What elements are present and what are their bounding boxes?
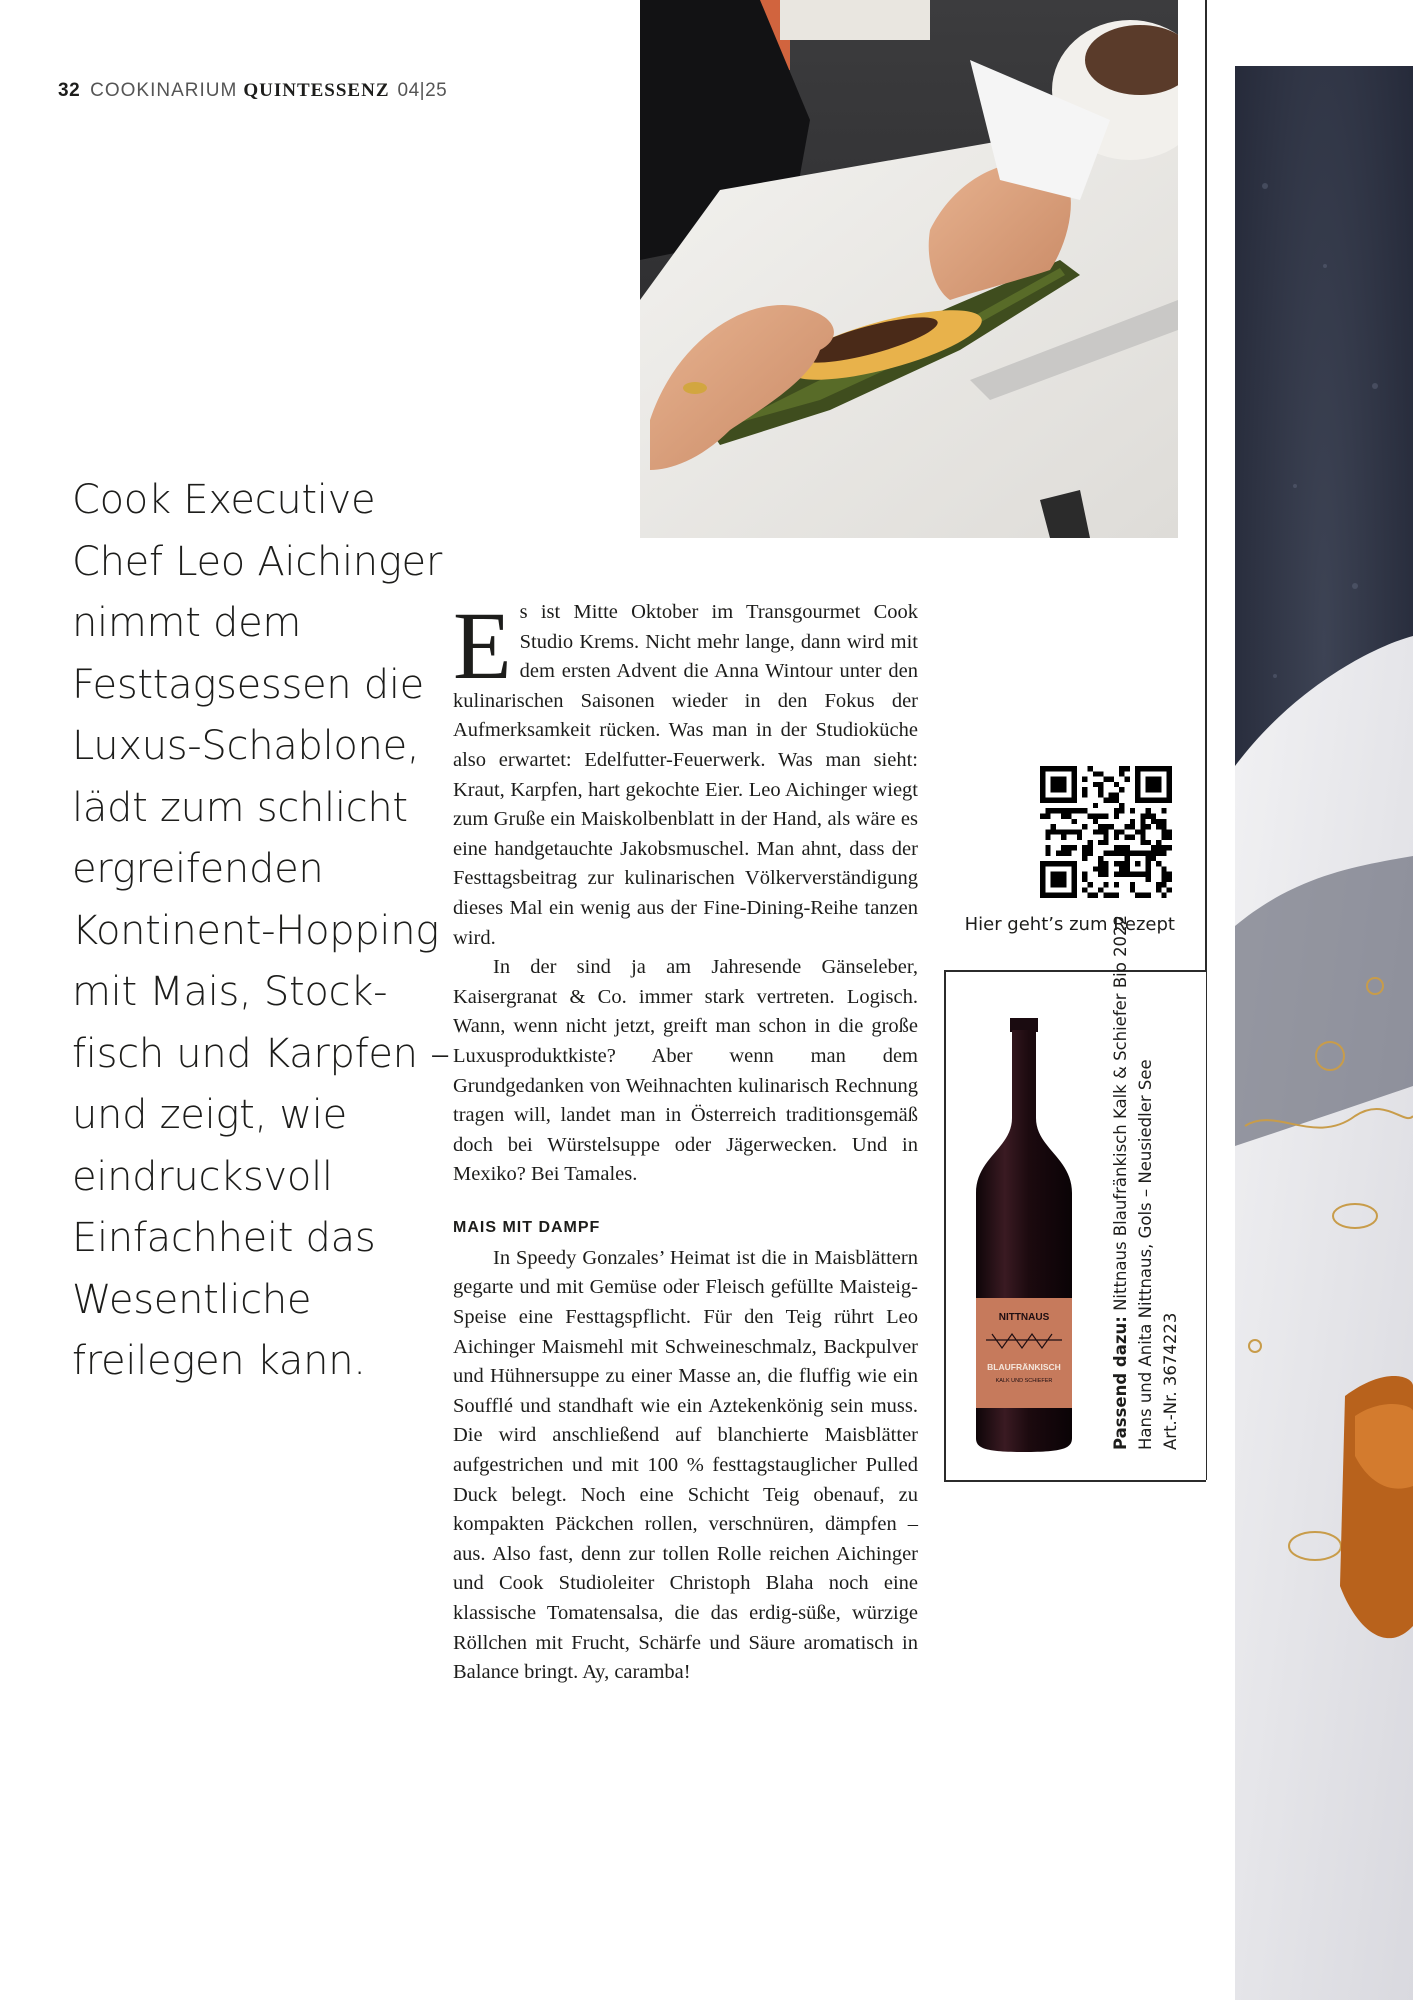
pull-quote-line: Festtagsessen die xyxy=(72,661,424,708)
article-paragraph: In der sind ja am Jahresende Gänseleber, Kaisergranat & Co. immer stark vertreten. Logisch. Wann, wenn nicht jetzt, greift man schon in die große Luxusproduktkiste? Aber wenn man dem Grundgedanken von Weihnachten kulinarisch Rechnung tragen will, landet man in Österreich traditionsgemäß doch bei Würstelsuppe oder Jägerwecken. Und in Mexiko? Bei Tamales. xyxy=(453,956,918,1186)
wine-article-number: Art.-Nr. 3674223 xyxy=(1161,1312,1180,1450)
wine-label: Passend dazu: xyxy=(1111,1316,1130,1450)
section-name: QUINTESSENZ xyxy=(243,80,390,101)
paragraph-text: s ist Mitte Oktober im Transgourmet Cook Studio Krems. Nicht mehr lange, dann wird mit dem ersten Advent die Anna Wintour unter den kulinarischen Saisonen wieder in den Fokus der Aufmerksamkeit rücken. Was man in der Studioküche also erwartet: Edelfutter-Feuerwerk. Was man sieht: Kraut, Karpfen, hart gekochte Eier. Leo Aichinger wiegt zum Gruße ein Maiskolbenblatt in der Hand, als wäre es eine handgetauchte Jakobsmuschel. Man ahnt, dass der Festtagsbeitrag zur kulinarischen Völkerverständigung dieses Mal ein wenig aus der Fine-Dining-Reihe tanzen wird. xyxy=(453,601,918,949)
pull-quote-line: fisch und Karpfen – xyxy=(72,1030,450,1077)
pull-quote-line: ergreifenden xyxy=(72,846,324,892)
pull-quote-line: eindrucksvoll xyxy=(72,1153,333,1200)
pull-quote-line: Cook Executive xyxy=(72,477,376,523)
wine-description xyxy=(1108,915,1183,1450)
issue-number: 04|25 xyxy=(397,80,448,101)
pull-quote xyxy=(72,470,450,1393)
pull-quote-line: und zeigt, wie xyxy=(72,1092,347,1138)
chef-hands-photo xyxy=(640,0,1178,538)
wine-producer: Hans und Anita Nittnaus, Gols – Neusiedler See xyxy=(1136,1059,1155,1450)
plate-photo xyxy=(1235,66,1413,2000)
pull-quote-line: freilegen kann. xyxy=(72,1338,366,1384)
pull-quote-line: Wesentliche xyxy=(72,1276,312,1323)
page-header xyxy=(58,80,447,102)
pull-quote-line: Luxus-Schablone, xyxy=(72,723,420,769)
section-subhead: MAIS MIT DAMPF xyxy=(453,1218,601,1236)
page-number: 32 xyxy=(58,80,81,101)
bottle-brand-text: NITTNAUS xyxy=(998,1312,1050,1323)
bottle-sub-text: KALK UND SCHIEFER xyxy=(995,1378,1053,1384)
qr-caption: Hier geht’s zum Rezept xyxy=(964,914,1175,935)
pull-quote-line: lädt zum schlicht xyxy=(72,784,408,831)
pull-quote-line: nimmt dem xyxy=(72,600,302,646)
bottle-wine-text: BLAUFRÄNKISCH xyxy=(987,1362,1061,1372)
article-body xyxy=(453,592,918,1688)
article-paragraph xyxy=(453,592,918,953)
wine-bottle-image xyxy=(972,1018,1076,1452)
wine-line-1 xyxy=(1108,915,1133,1450)
magazine-name: COOKINARIUM xyxy=(90,80,238,101)
article-paragraph: In Speedy Gonzales’ Heimat ist die in Maisblättern gegarte und mit Gemüse oder Fleisch gefüllte Maisteig-Speise eine Festtagspflicht. Für den Teig rührt Leo Aichinger Maismehl mit Schweineschmalz, Backpulver und Hühnersuppe zu einer Masse an, die fluffig wie ein Soufflé und standhaft wie ein Aztekenkönig sein muss. Die wird anschließend auf blanchierte Maisblätter aufgestrichen und mit 100 % festtagstauglicher Pulled Duck belegt. Noch eine Schicht Teig obenauf, zu kompakten Päckchen rollen, verschnüren, dämpfen – aus. Also fast, denn zur tollen Rolle reichen Aichinger und Cook Studioleiter Christoph Blaha noch eine klassische Tomatensalsa, die das erdig-süße, würzige Röllchen mit Frucht, Schärfe und Säure aromatisch in Balance bringt. Ay, caramba! xyxy=(453,1246,918,1684)
pull-quote-line: mit Mais, Stock- xyxy=(72,969,388,1015)
pull-quote-line: Einfachheit das xyxy=(72,1215,376,1261)
pull-quote-line: Kontinent-Hopping xyxy=(72,907,439,954)
drop-cap: E xyxy=(453,592,512,699)
wine-name: Nittnaus Blaufränkisch Kalk & Schiefer Bio 2022 xyxy=(1111,914,1130,1311)
recipe-qr-code[interactable] xyxy=(1040,766,1172,898)
pull-quote-line: Chef Leo Aichinger xyxy=(72,538,443,585)
